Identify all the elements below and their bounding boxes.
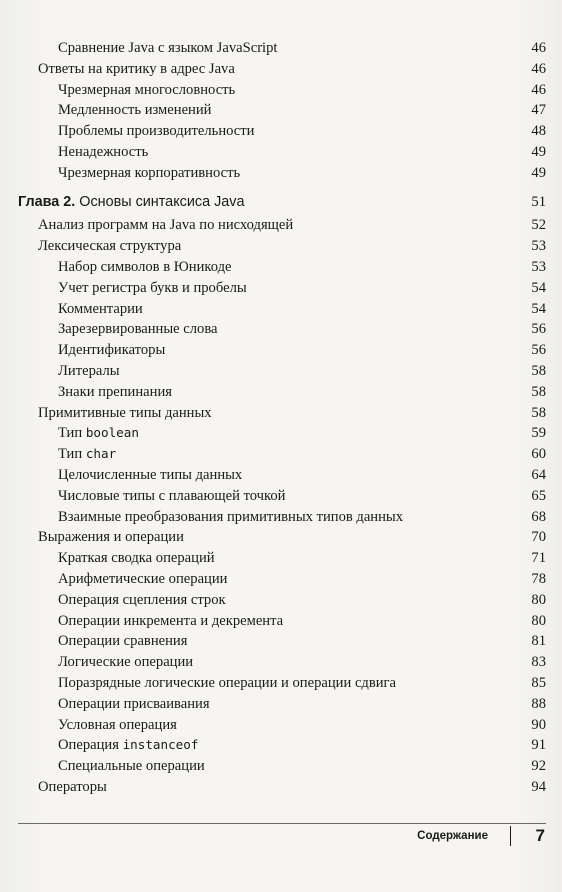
toc-entry-text: Условная операция <box>58 716 177 733</box>
toc-entry <box>0 403 562 424</box>
toc-entry-title <box>58 569 227 590</box>
toc-entry-title <box>58 142 148 163</box>
toc-entry-title <box>58 590 226 611</box>
toc-entry-text: Арифметические операции <box>58 570 228 587</box>
toc-entry-text: Числовые типы с плавающей точкой <box>58 487 286 504</box>
toc-entry <box>0 80 562 101</box>
toc-chapter-entry <box>0 192 562 213</box>
toc-entry-title <box>58 631 187 652</box>
toc-entry-title <box>58 756 205 777</box>
toc-page-number: 59 <box>531 425 546 442</box>
toc-entry <box>0 569 562 590</box>
toc-entry <box>0 652 562 673</box>
toc-entry <box>0 673 562 694</box>
toc-page-number: 54 <box>531 279 546 296</box>
toc-entry <box>0 694 562 715</box>
toc-entry <box>0 340 562 361</box>
toc-page-number: 85 <box>531 674 546 691</box>
toc-entry-title <box>58 278 247 299</box>
running-footer-title: Содержание <box>417 830 488 842</box>
toc-entry-text: Набор символов в Юникоде <box>58 258 232 275</box>
toc-page-number: 88 <box>531 695 546 712</box>
toc-entry-title <box>58 507 403 528</box>
chapter-number: Глава 2. <box>18 193 76 210</box>
toc-entry-text: Ответы на критику в адрес Java <box>38 60 235 77</box>
toc-entry <box>0 100 562 121</box>
toc-page-number: 58 <box>531 383 546 400</box>
toc-entry-text: Целочисленные типы данных <box>58 466 243 483</box>
toc-entry-text: Анализ программ на Java по нисходящей <box>38 217 294 234</box>
toc-entry-text: Выражения и операции <box>38 529 184 546</box>
toc-entry-text: Медленность изменений <box>58 102 212 119</box>
toc-entry-text: Ненадежность <box>58 143 149 160</box>
toc-entry-code: char <box>85 446 117 462</box>
toc-page-number: 94 <box>531 778 546 795</box>
toc-entry-text: Чрезмерная корпоративность <box>58 164 241 181</box>
toc-page-number: 54 <box>531 300 546 317</box>
toc-page-number: 46 <box>531 81 546 98</box>
toc-page-number: 49 <box>531 164 546 181</box>
toc-entry-text: Комментарии <box>58 300 143 317</box>
toc-entry <box>0 465 562 486</box>
toc-entry-text: Взаимные преобразования примитивных типов данных <box>58 508 404 525</box>
toc-entry <box>0 163 562 184</box>
toc-entry-title <box>58 100 212 121</box>
table-of-contents <box>0 38 562 798</box>
toc-entry <box>0 257 562 278</box>
toc-entry <box>0 611 562 632</box>
toc-entry <box>0 361 562 382</box>
toc-page-number: 68 <box>531 508 546 525</box>
toc-page-number: 52 <box>531 217 546 234</box>
toc-entry-title <box>58 299 143 320</box>
toc-page-number: 71 <box>531 550 546 567</box>
toc-entry-title <box>18 192 244 213</box>
toc-page-number: 48 <box>531 123 546 140</box>
toc-page-number: 83 <box>531 654 546 671</box>
toc-page-number: 47 <box>531 102 546 119</box>
toc-entry-title <box>58 548 215 569</box>
toc-entry-title <box>58 382 172 403</box>
toc-entry-text: Сравнение Java с языком JavaScript <box>58 40 278 56</box>
toc-page-number: 70 <box>531 529 546 546</box>
footer-separator <box>510 826 512 846</box>
toc-entry-text: Поразрядные логические операции и операции сдвига <box>58 674 397 691</box>
toc-entry-title <box>58 80 235 101</box>
toc-page-number: 56 <box>531 321 546 338</box>
toc-entry-text: Лексическая структура <box>38 238 182 255</box>
toc-page-number: 78 <box>531 570 546 587</box>
toc-page-number: 58 <box>531 404 546 421</box>
toc-entry-code: instanceof <box>122 737 199 753</box>
toc-page-number: 80 <box>531 591 546 608</box>
toc-entry <box>0 715 562 736</box>
page-number: 7 <box>535 826 545 845</box>
toc-entry <box>0 382 562 403</box>
toc-page-number: 92 <box>531 758 546 775</box>
toc-entry <box>0 590 562 611</box>
toc-page-number: 60 <box>531 446 546 463</box>
toc-entry-text: Проблемы производительности <box>58 123 255 140</box>
toc-page-number: 90 <box>531 716 546 733</box>
toc-entry <box>0 486 562 507</box>
toc-entry <box>0 507 562 528</box>
toc-entry <box>0 38 562 59</box>
toc-entry-text: Операция сцепления строк <box>58 591 226 608</box>
toc-entry-title <box>58 163 240 184</box>
toc-entry-title <box>58 340 165 361</box>
toc-entry <box>0 278 562 299</box>
toc-entry-title <box>58 38 277 59</box>
toc-entry-title <box>38 236 181 257</box>
toc-entry <box>0 756 562 777</box>
toc-page-number: 46 <box>531 40 546 56</box>
toc-entry <box>0 215 562 236</box>
toc-entry <box>0 777 562 798</box>
toc-entry-text: Зарезервированные слова <box>58 321 218 338</box>
toc-entry-text: Краткая сводка операций <box>58 550 215 567</box>
toc-entry <box>0 444 562 465</box>
toc-entry-text: Тип <box>58 446 86 463</box>
toc-page-number: 58 <box>531 362 546 379</box>
toc-entry-title <box>58 673 396 694</box>
toc-entry-text: Чрезмерная многословность <box>58 81 236 98</box>
toc-entry-title <box>38 777 107 798</box>
toc-entry <box>0 527 562 548</box>
toc-entry-text: Знаки препинания <box>58 383 172 400</box>
toc-entry-code: boolean <box>85 425 139 441</box>
toc-entry-title <box>58 735 198 756</box>
toc-entry-title <box>38 59 235 80</box>
toc-entry-title <box>58 257 232 278</box>
toc-entry-text: Специальные операции <box>58 758 205 775</box>
footer-rule <box>18 823 546 824</box>
toc-entry-text: Основы синтаксиса Java <box>79 193 245 210</box>
toc-entry-title <box>58 652 193 673</box>
toc-entry <box>0 319 562 340</box>
toc-entry-text: Примитивные типы данных <box>38 404 212 421</box>
toc-page-number: 56 <box>531 342 546 359</box>
toc-page-number: 49 <box>531 143 546 160</box>
toc-entry-title <box>58 444 116 465</box>
toc-page-number: 51 <box>531 193 546 210</box>
toc-entry-title <box>58 465 242 486</box>
toc-entry-title <box>58 715 177 736</box>
toc-entry-text: Операция <box>58 737 123 754</box>
toc-entry-title <box>58 486 285 507</box>
toc-entry <box>0 548 562 569</box>
toc-page-number: 81 <box>531 633 546 650</box>
toc-entry-text: Учет регистра букв и пробелы <box>58 279 247 296</box>
toc-entry-text: Идентификаторы <box>58 342 166 359</box>
toc-page-number: 53 <box>531 258 546 275</box>
toc-entry <box>0 423 562 444</box>
toc-entry-title <box>58 361 120 382</box>
toc-entry <box>0 59 562 80</box>
toc-entry-text: Литералы <box>58 362 120 379</box>
toc-entry <box>0 735 562 756</box>
toc-entry-text: Операторы <box>38 778 107 795</box>
toc-page-number: 64 <box>531 466 546 483</box>
toc-entry <box>0 631 562 652</box>
toc-entry-title <box>58 319 218 340</box>
toc-entry-text: Операции инкремента и декремента <box>58 612 284 629</box>
toc-page-number: 53 <box>531 238 546 255</box>
toc-entry <box>0 121 562 142</box>
toc-page-number: 46 <box>531 60 546 77</box>
toc-entry-text: Тип <box>58 425 86 442</box>
toc-page-number: 80 <box>531 612 546 629</box>
toc-entry-title <box>58 121 254 142</box>
toc-page-number: 91 <box>531 737 546 754</box>
toc-entry-title <box>38 403 212 424</box>
toc-page-number: 65 <box>531 487 546 504</box>
toc-entry-text: Операции сравнения <box>58 633 188 650</box>
toc-entry-title <box>58 611 283 632</box>
toc-entry-text: Логические операции <box>58 654 194 671</box>
toc-entry <box>0 142 562 163</box>
toc-entry-title <box>58 694 210 715</box>
toc-entry <box>0 299 562 320</box>
toc-entry-title <box>58 423 139 444</box>
toc-entry-text: Операции присваивания <box>58 695 210 712</box>
toc-entry <box>0 236 562 257</box>
toc-entry-title <box>38 215 293 236</box>
toc-entry-title <box>38 527 184 548</box>
